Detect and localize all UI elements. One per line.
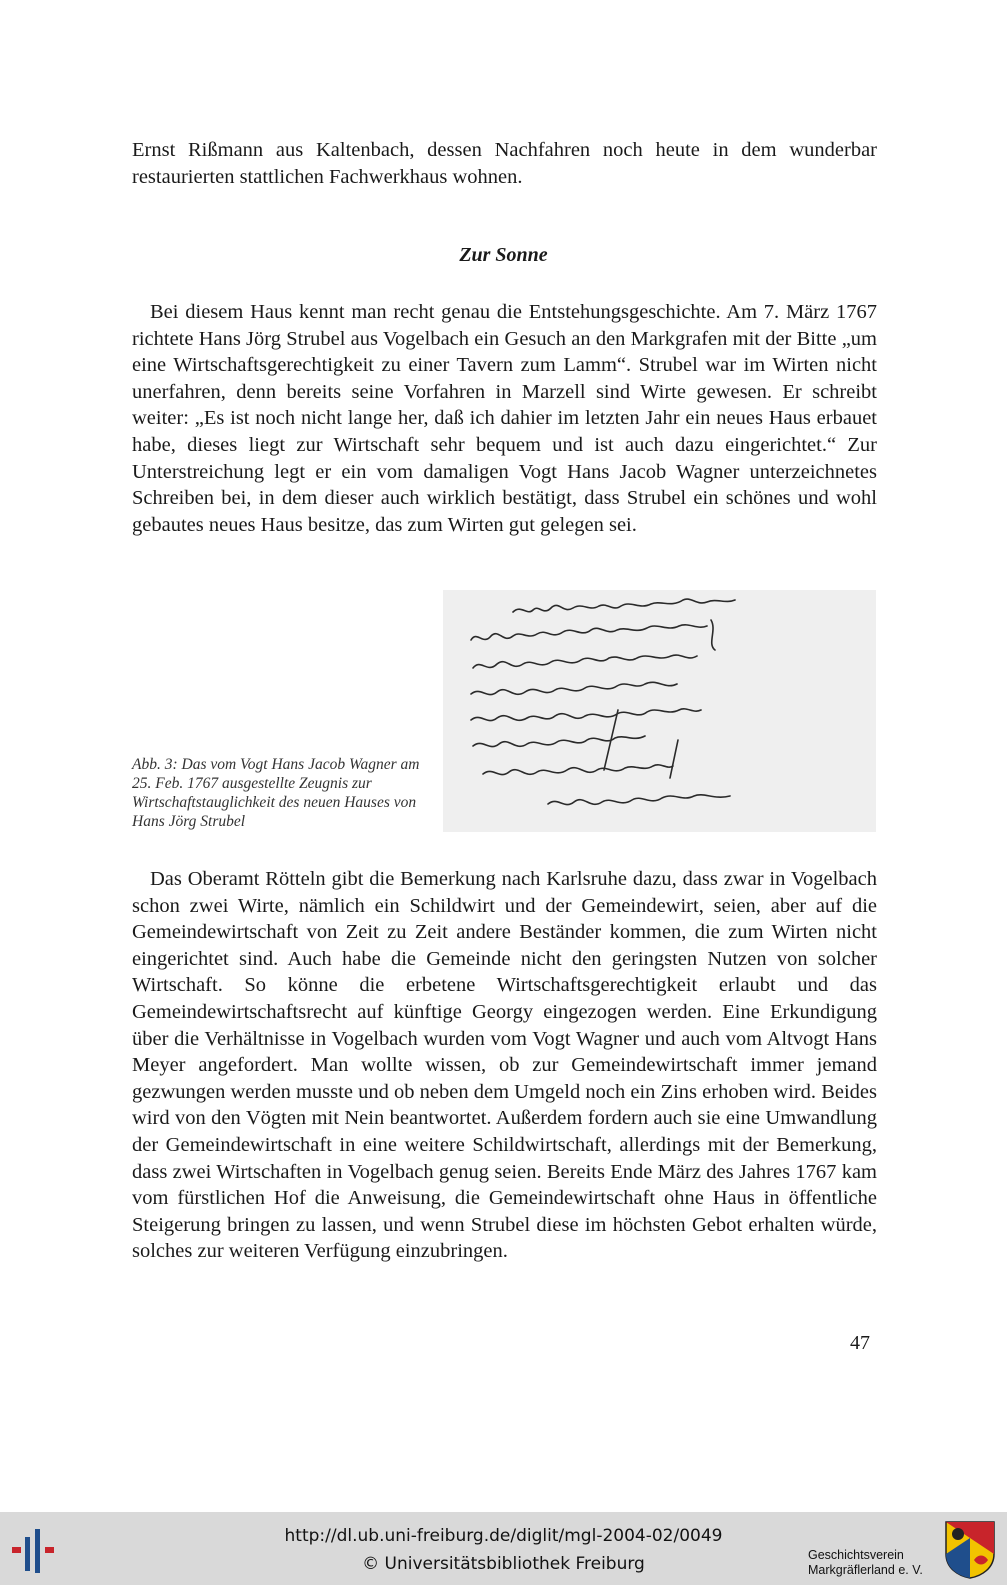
paragraph-3: Das Oberamt Rötteln gibt die Bemerkung nach Karlsruhe dazu, dass zwar in Vogelbach schon zwei Wirte, nämlich ein Schildwirt und der Gemeindewirt, seien, aber auf die Gemeindewirtschaft von Zeit zu Zeit andere Beständer kommen, die zum Wirten nicht eingerichtet sind. Auch habe die Gemeinde nicht den geringsten Nutzen von solcher Wirtschaft. So könne die erbetene Wirtschaftsgerechtigkeit erlaubt und das Gemeindewirtschaftsrecht auf künftige Georgy eingezogen werden. Eine Erkundigung über die Verhältnisse in Vogelbach wurden vom Vogt Wagner und auch vom Altvogt Hans Meyer angefordert. Man wollte wissen, ob zur Gemeindewirtschaft immer jemand gezwungen werden musste und ob neben dem Umgeld noch ein Zins erhoben wird. Beides wird von den Vögten mit Nein beantwortet. Außerdem fordern auch sie eine Umwandlung der Gemeindewirtschaft in eine weitere Schildwirtschaft, allerdings mit der Bemerkung, dass zwei Wirtschaften in Vogelbach genug seien. Bereits Ende März des Jahres 1767 kam vom fürstlichen Hof die Anweisung, die Gemeindewirtschaft ohne Haus in öffentliche Steigerung bringen zu lassen, und wenn Strubel diese im höchsten Gebot erhalten würde, solches zur weiteren Verfügung einzubringen.: [132, 868, 877, 1263]
copyright-text: © Universitätsbibliothek Freiburg: [362, 1554, 645, 1574]
page-number: 47: [850, 1332, 870, 1354]
handwriting-illustration: [443, 590, 876, 832]
society-crest-icon: [944, 1520, 996, 1580]
footer-bar: [0, 1512, 1007, 1585]
handwritten-document-image: [443, 590, 876, 832]
society-name: [808, 1548, 923, 1578]
section-heading: Zur Sonne: [459, 244, 548, 266]
paragraph-2: Bei diesem Haus kennt man recht genau die Entstehungsgeschichte. Am 7. März 1767 richtete Hans Jörg Strubel aus Vogelbach ein Gesuch an den Markgrafen mit der Bitte „um eine Wirtschaftsgerechtigkeit zu einer Tavern zum Lamm“. Strubel war im Wirten nicht unerfahren, denn bereits seine Vorfahren in Marzell sind Wirte gewesen. Er schreibt weiter: „Es ist noch nicht lange her, daß ich dahier im letzten Jahr ein neues Haus erbauet habe, dieses liegt zur Wirtschaft sehr bequem und ist auch dazu eingerichtet.“ Zur Unterstreichung legt er ein vom damaligen Vogt Hans Jacob Wagner unterzeichnetes Schreiben bei, in dem dieser auch wirklich bestätigt, dass Strubel ein schönes und wohl gebautes neues Haus besitze, das zum Wirten gut gelegen sei.: [132, 301, 877, 536]
society-line-1: Geschichtsverein: [808, 1548, 904, 1562]
paragraph-1: Ernst Rißmann aus Kaltenbach, dessen Nachfahren noch heute in dem wunderbar restaurierten stattlichen Fachwerkhaus wohnen.: [132, 139, 877, 188]
source-url-link[interactable]: http://dl.ub.uni-freiburg.de/diglit/mgl-2004-02/0049: [284, 1526, 723, 1546]
society-line-2: Markgräflerland e. V.: [808, 1563, 923, 1577]
figure-caption: Abb. 3: Das vom Vogt Hans Jacob Wagner am 25. Feb. 1767 ausgestellte Zeugnis zur Wirtschaftstauglichkeit des neuen Hauses von Hans Jörg Strubel: [132, 756, 420, 830]
